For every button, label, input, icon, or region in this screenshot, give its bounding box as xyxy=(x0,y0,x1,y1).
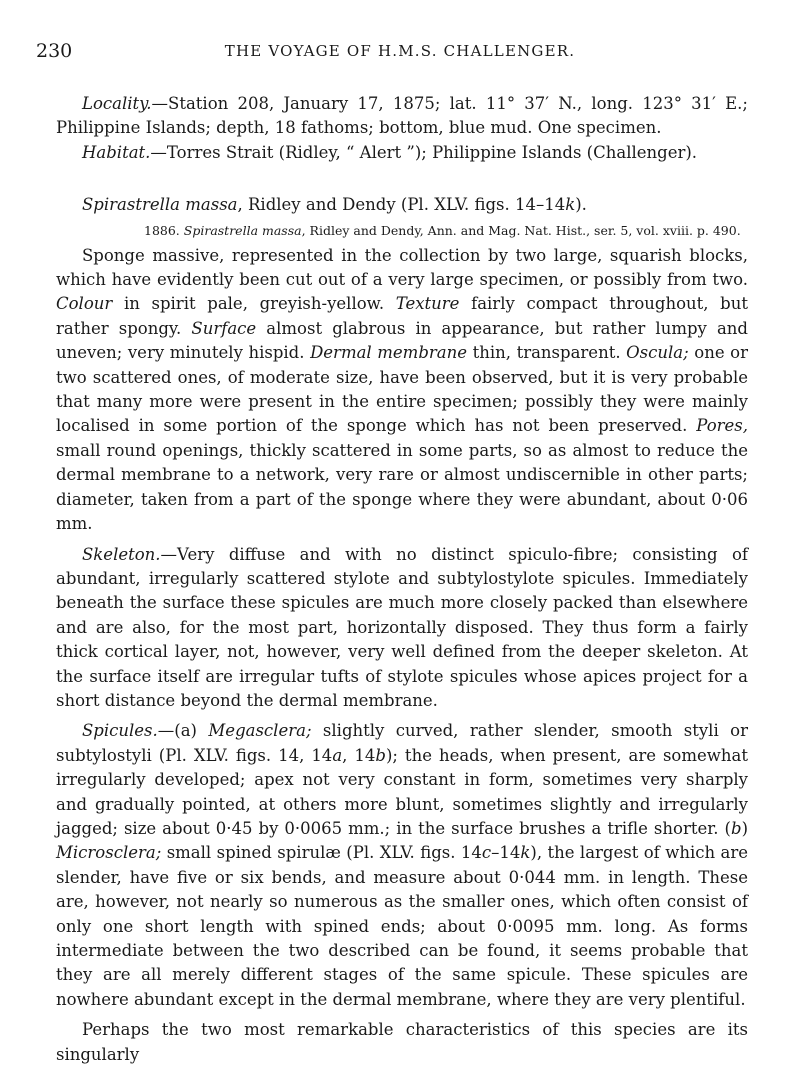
fig-letter: a xyxy=(332,745,343,765)
skeleton-paragraph xyxy=(56,543,748,714)
synonymy-citation: , Ridley and Dendy, Ann. and Mag. Nat. Hist., ser. 5, vol. xviii. p. 490. xyxy=(301,222,741,238)
text-run: ), the largest of which are slender, have five or six bends, and measure about 0·044 mm. in length. These are, however, not nearly so numerous as the smaller ones, which often consist of only one short length with spined ends; about 0·0095 mm. long. As forms intermediate between the two described can be found, it seems probable that they are all merely different stages of the same spicule. These spicules are nowhere abundant except in the dermal membrane, where they are very plentiful. xyxy=(56,843,748,1009)
text-run: Sponge massive, represented in the collection by two large, squarish blocks, which have evidently been cut out of a very large specimen, or possibly from two. xyxy=(56,245,748,290)
term-microsclera: Microsclera; xyxy=(56,843,162,863)
term-megasclera: Megasclera; xyxy=(208,721,312,741)
text-run: ) xyxy=(741,818,748,838)
term-colour: Colour xyxy=(56,294,113,314)
synonymy-name: Spirastrella massa xyxy=(183,222,302,238)
text-run: —Very diffuse and with no distinct spiculo-fibre; consisting of abundant, irregularly scattered stylote and subtylostylote spicules. Immediately beneath the surface these spicules are much more closely packed than elsewhere and are also, for the most part, horizontally disposed. They thus form a fairly thick cortical layer, not, however, very well defined from the deeper skeleton. At the surface itself are irregular tufts of stylote spicules whose apices project for a short distance beyond the dermal membrane. xyxy=(56,544,748,710)
closing-paragraph: Perhaps the two most remarkable characteristics of this species are its singularly xyxy=(56,1020,748,1064)
text-run: almost glabrous in appearance, but rather lumpy and uneven; very minutely hispid. xyxy=(56,318,748,363)
locality-text: —Station 208, January 17, 1875; lat. 11° 37′ N., long. 123° 31′ E.; Philippine Islands; depth, 18 fathoms; bottom, blue mud. One specimen. xyxy=(56,94,748,138)
text-run: slightly curved, rather slender, smooth styli or subtylostyli (Pl. XLV. figs. 14, 14 xyxy=(56,721,748,765)
text-run: , 14 xyxy=(342,745,376,765)
fig-letter: k xyxy=(520,843,531,863)
locality-label: Locality. xyxy=(82,94,152,113)
page-header xyxy=(36,40,764,64)
fig-letter: c xyxy=(481,843,492,863)
text-run: small spined spirulæ (Pl. XLV. figs. 14 xyxy=(161,843,482,863)
locality-paragraph xyxy=(56,92,748,141)
species-name: Spirastrella massa xyxy=(82,195,238,215)
term-pores: Pores, xyxy=(696,416,748,436)
text-run: –14 xyxy=(491,843,521,863)
text-run: one or two scattered ones, of moderate size, have been observed, but it is very probable that many more were present in the entire specimen; possibly they were mainly localised in some portion of the sponge which has not been preserved. xyxy=(56,343,748,436)
text-run: in spirit pale, greyish-yellow. xyxy=(112,294,396,314)
term-dermal-membrane: Dermal membrane xyxy=(310,343,468,363)
text-run: —(a) xyxy=(157,721,209,741)
text-run: fairly compact throughout, but rather spongy. xyxy=(56,294,748,338)
term-oscula: Oscula; xyxy=(626,343,689,363)
habitat-paragraph xyxy=(56,141,748,165)
habitat-label: Habitat. xyxy=(82,142,151,162)
term-spicules: Spicules. xyxy=(82,721,158,741)
page-number: 230 xyxy=(36,40,73,62)
text-run: thin, transparent. xyxy=(467,343,627,363)
list-letter: b xyxy=(731,818,742,838)
text-run: ); the heads, when present, are somewhat irregularly developed; apex not very constant in form, sometimes very sharply and gradually pointed, at others more blunt, sometimes slightly and irregularly jagged; size about 0·45 by 0·0065 mm.; in the surface brushes a trifle shorter. ( xyxy=(56,745,748,838)
term-texture: Texture xyxy=(395,294,460,314)
page-body xyxy=(56,92,748,1067)
habitat-text: —Torres Strait (Ridley, “ Alert ”); Philippine Islands (Challenger). xyxy=(150,142,698,162)
fig-letter: b xyxy=(375,745,386,765)
term-surface: Surface xyxy=(191,318,257,338)
running-head: THE VOYAGE OF H.M.S. CHALLENGER. xyxy=(224,42,576,60)
synonymy-year: 1886. xyxy=(144,222,180,238)
species-authority-end: ). xyxy=(575,195,587,215)
synonymy-line xyxy=(56,222,748,240)
species-authority: , Ridley and Dendy (Pl. XLV. figs. 14–14 xyxy=(237,195,566,215)
species-fig-letter: k xyxy=(565,195,576,215)
term-skeleton: Skeleton. xyxy=(82,544,161,564)
spicules-paragraph xyxy=(56,719,748,1012)
text-run: small round openings, thickly scattered in some parts, so as almost to reduce the dermal membrane to a network, very rare or almost undiscernible in other parts; diameter, taken from a part of the sponge where they were abundant, about 0·06 mm. xyxy=(56,440,748,534)
description-paragraph xyxy=(56,244,748,537)
species-heading xyxy=(56,193,748,217)
